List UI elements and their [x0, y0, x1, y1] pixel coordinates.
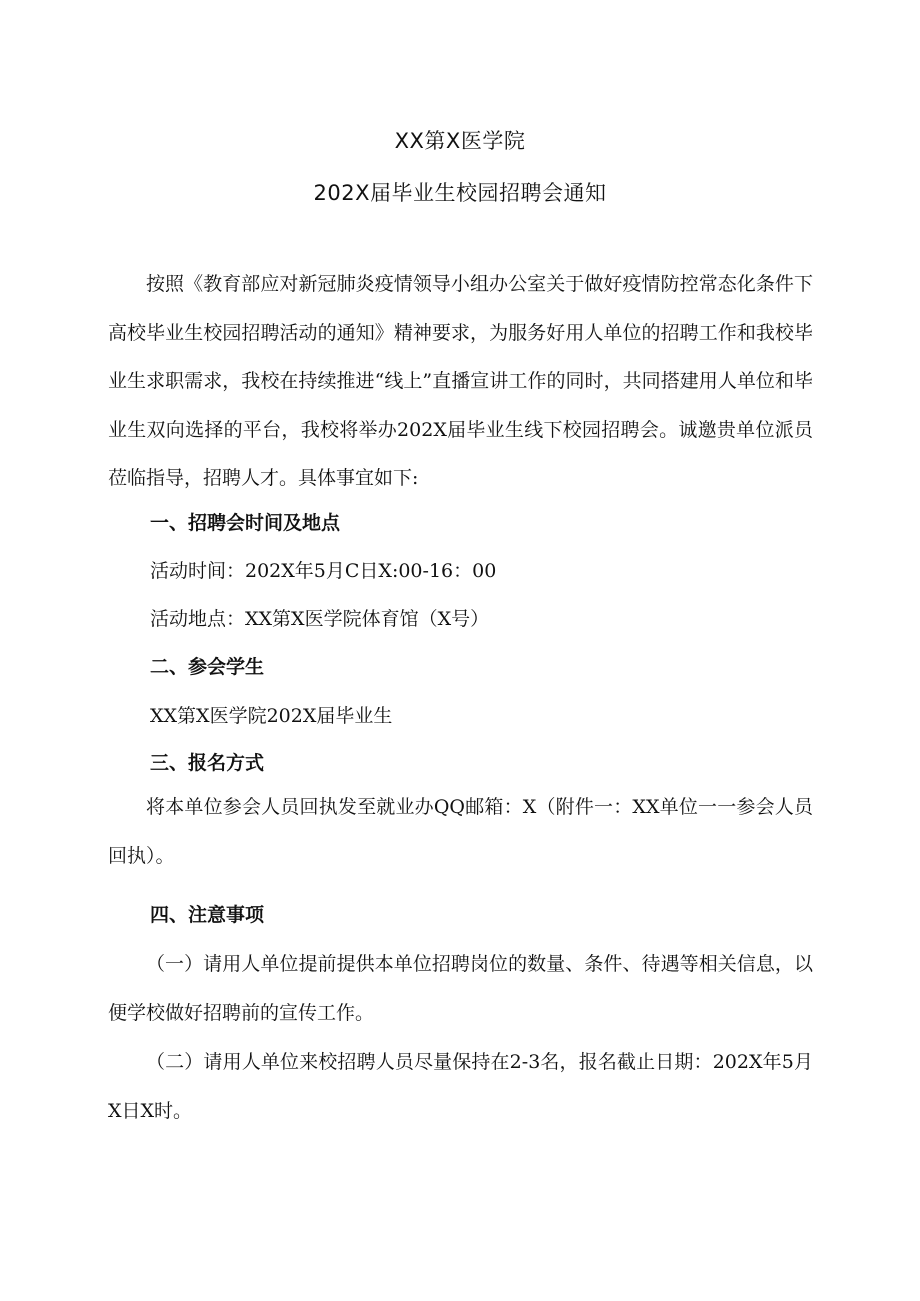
notice-item-1: （一）请用人单位提前提供本单位招聘岗位的数量、条件、待遇等相关信息，以便学校做好招聘前的宣传工作。	[108, 953, 813, 1024]
document-title-notice: 202X届毕业生校园招聘会通知	[313, 181, 607, 205]
participants-text: XX第X医学院202X届毕业生	[150, 705, 393, 727]
section3-heading: 三、报名方式	[150, 752, 265, 774]
intro-paragraph: 按照《教育部应对新冠肺炎疫情领导小组办公室关于做好疫情防控常态化条件下高校毕业生校园招聘活动的通知》精神要求，为服务好用人单位的招聘工作和我校毕业生求职需求，我校在持续推进“线上”直播宣讲工作的同时，共同搭建用人单位和毕业生双向选择的平台，我校将举办202X届毕业生线下校园招聘会。诚邀贵单位派员莅临指导，招聘人才。具体事宜如下:	[108, 273, 813, 489]
section2-heading: 二、参会学生	[150, 656, 265, 678]
notice-item-2: （二）请用人单位来校招聘人员尽量保持在2-3名，报名截止日期：202X年5月X日X时。	[108, 1051, 813, 1122]
section4-heading: 四、注意事项	[150, 904, 265, 926]
event-place: 活动地点：XX第X医学院体育馆（X号）	[150, 608, 490, 630]
registration-text: 将本单位参会人员回执发至就业办QQ邮箱：X（附件一：XX单位一一参会人员回执）。	[108, 796, 813, 867]
document-title-school: XX第X医学院	[394, 129, 526, 153]
section1-heading: 一、招聘会时间及地点	[150, 512, 341, 534]
event-time: 活动时间：202X年5月C日X:00-16：00	[150, 560, 497, 582]
